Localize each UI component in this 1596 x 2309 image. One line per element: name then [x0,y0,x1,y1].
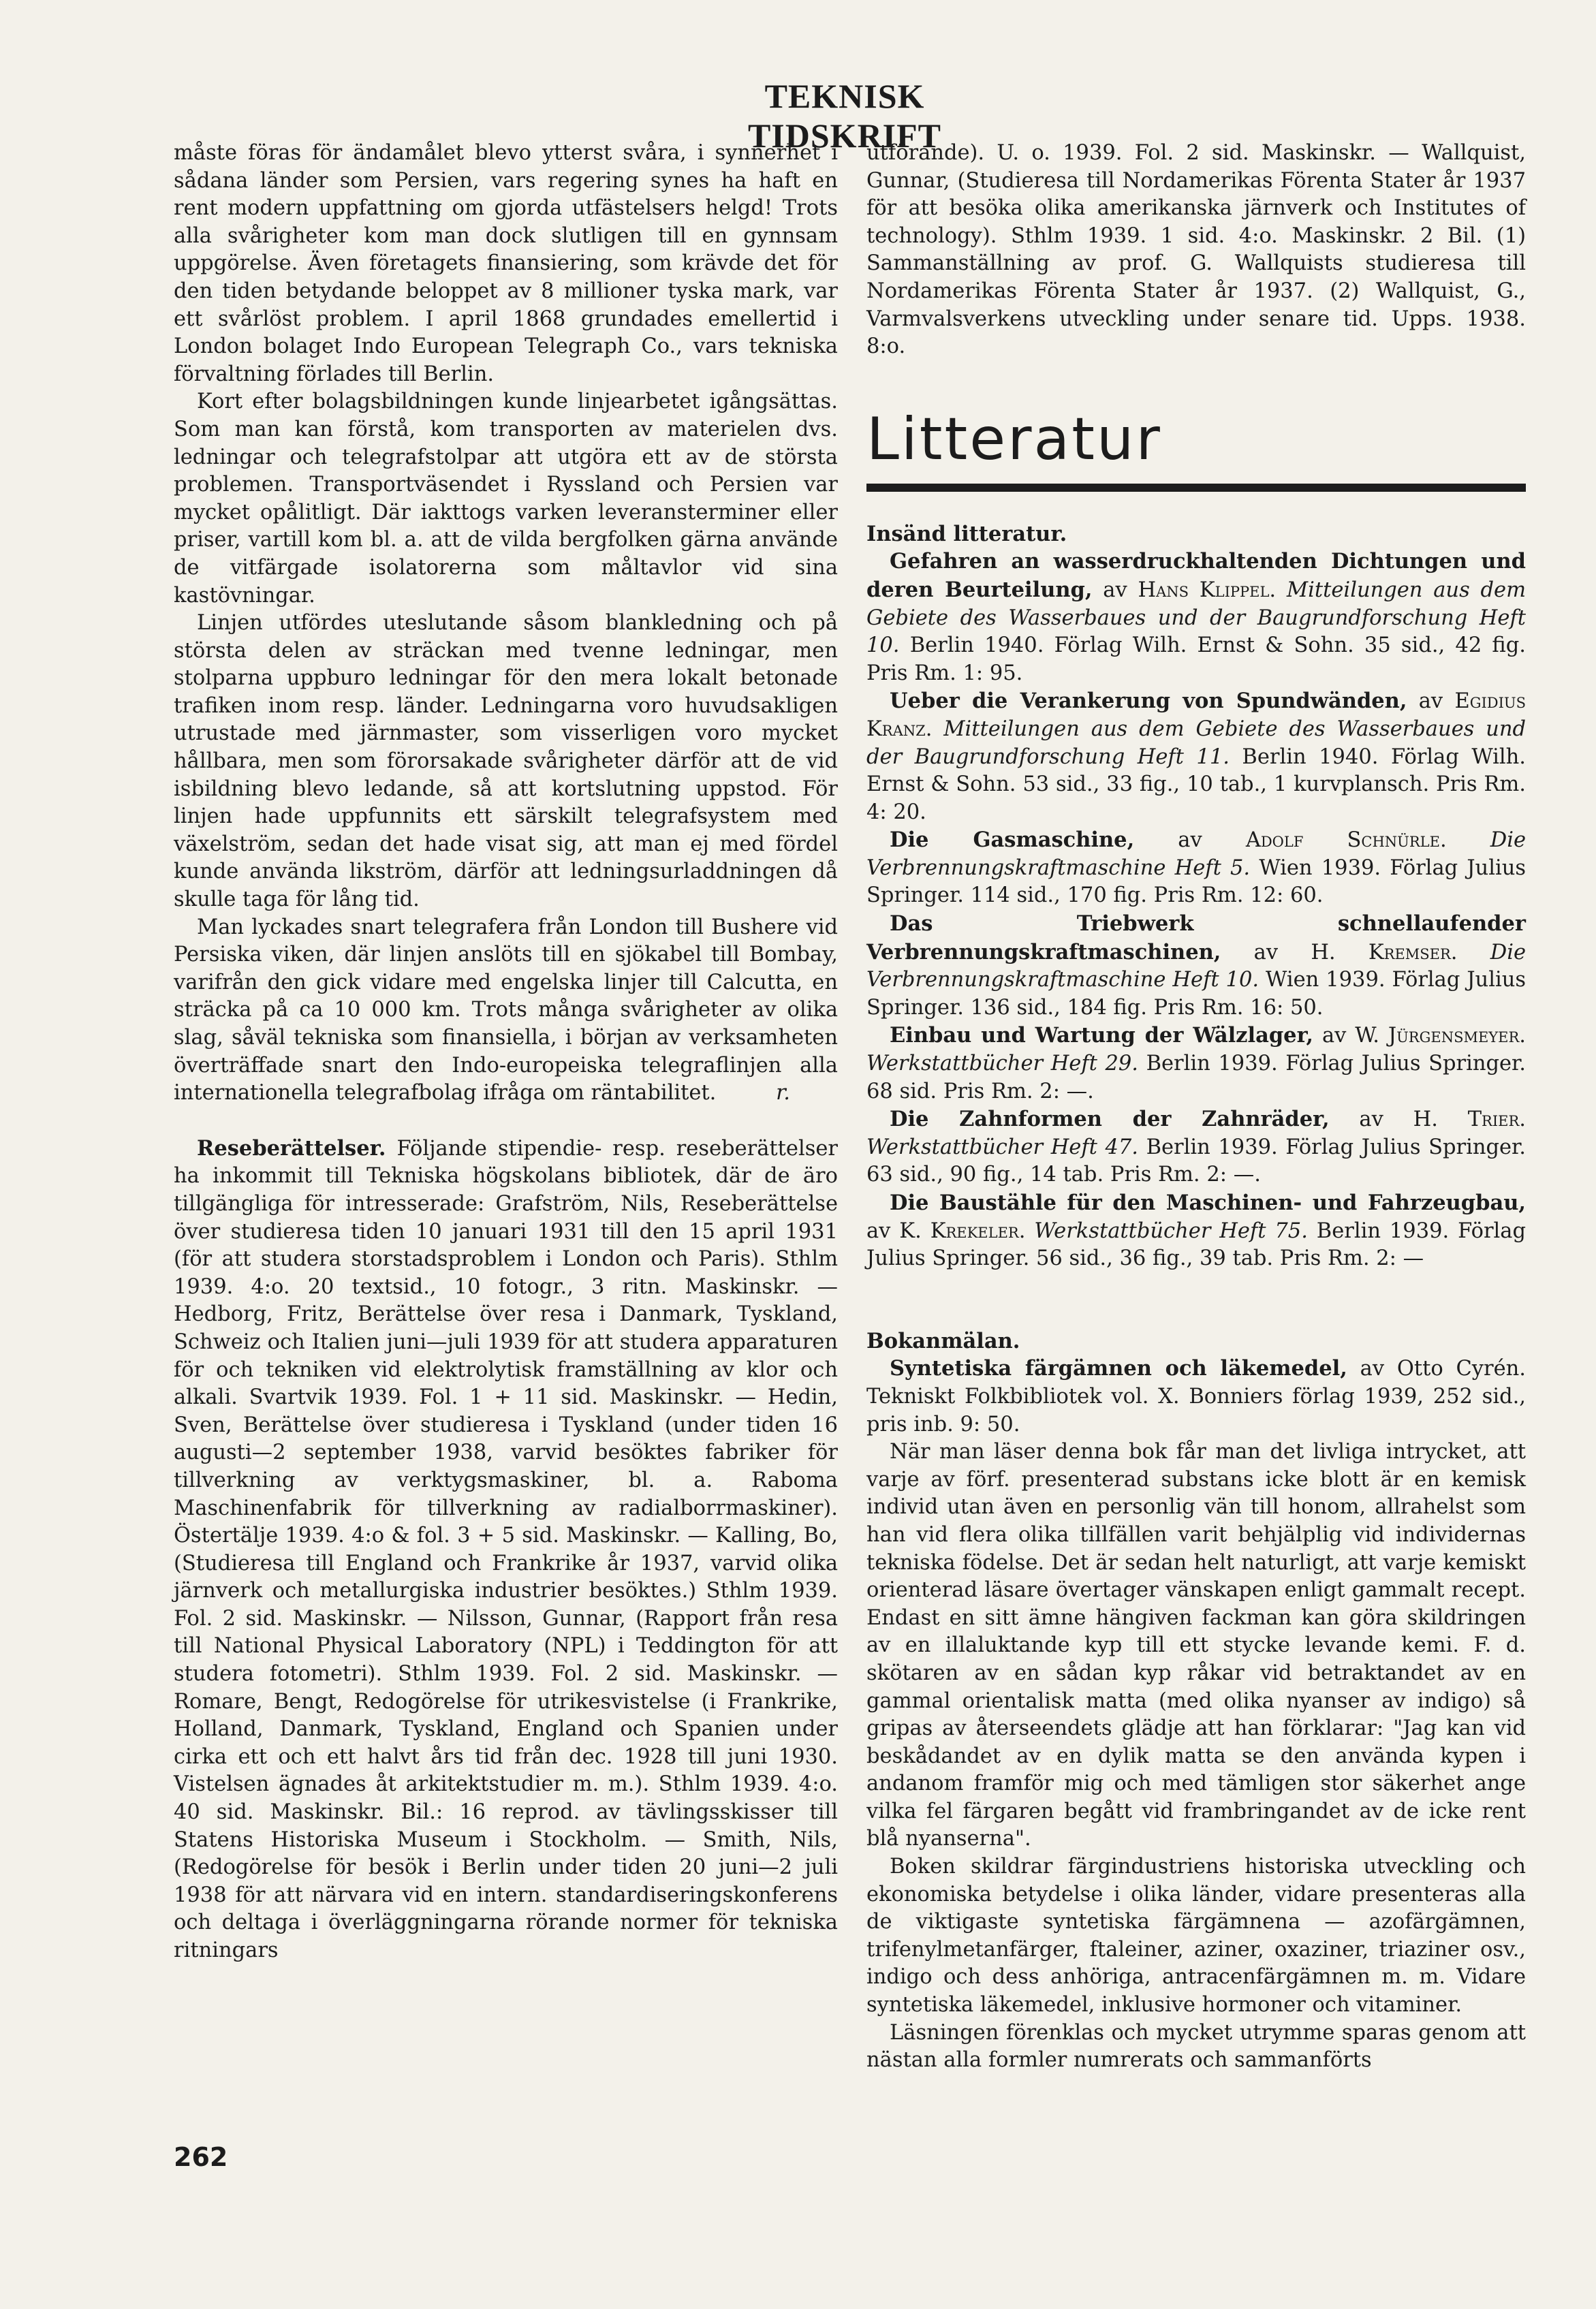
entry-by: av [1134,828,1246,853]
literature-entry [866,910,1526,1022]
entry-by: av [1407,689,1455,714]
reseberattelser-body: Följande stipendie- resp. reseberättelser ha inkommit till Tekniska högskolans bibliotek, där de äro tillgängliga för intresserade: Grafström, Nils, Reseberättelse över studieresa tiden 10 januari 1931 till den 15 april 1931 (för att studera storstadsproblem i London och Paris). Sthlm 1939. 4:o. 20 textsid., 10 fotogr., 3 ritn. Maskinskr. — Hedborg, Fritz, Berättelse över resa i Danmark, Tyskland, Schweiz och Italien juni—juli 1939 för att studera apparaturen för och tekniken vid elektrolytisk framställning av klor och alkali. Svartvik 1939. Fol. 1 + 11 sid. Maskinskr. — Hedin, Sven, Berättelse över studieresa i Tyskland (under tiden 16 augusti—2 september 1938, varvid besöktes fabriker för tillverkning av verktygsmaskiner, bl. a. Raboma Maschinenfabrik för tillverkning av radialborrmaskiner). Östertälje 1939. 4:o & fol. 3 + 5 sid. Maskinskr. — Kalling, Bo, (Studieresa till England och Frankrike år 1937, varvid olika järnverk och metallurgiska industrier besöktes.) Sthlm 1939. Fol. 2 sid. Maskinskr. — Nilsson, Gunnar, (Rapport från resa till National Physical Laboratory (NPL) i Teddington för att studera fotometri). Sthlm 1939. Fol. 2 sid. Maskinskr. — Romare, Bengt, Redogörelse för utrikesvistelse (i Frankrike, Holland, Danmark, Tyskland, England och Spanien under cirka ett och ett halvt års tid från dec. 1928 till juni 1930. Vistelsen ägnades åt arkitektstudier m. m.). Sthlm 1939. 4:o. 40 sid. Maskinskr. Bil.: 16 reprod. av tävlingsskisser till Statens Historiska Museum i Stockholm. — Smith, Nils, (Redogörelse för besök i Berlin under tiden 20 juni—2 juli 1938 för att närvara vid en intern. standardiseringskonferens och deltaga i överläggningarna rörande normer för tekniska ritningars [174,1136,838,1962]
entry-series: Die Verbrennungskraftmaschine Heft 10. [866,940,1526,992]
subhead-bokanmalan: Bokanmälan. [866,1328,1020,1353]
review-title: Syntetiska färgämnen och läkemedel, [890,1356,1347,1381]
section-rule [866,484,1526,492]
entry-title: Die Gasmaschine, [890,828,1135,853]
author-signature: r. [776,1081,790,1105]
entry-title: Gefahren an wasserdruckhaltenden Dichtungen und deren Beurteilung, [866,549,1526,602]
entry-title: Die Zahnformen der Zahnräder, [890,1107,1330,1132]
entry-by: av [1092,578,1138,602]
subhead-insand-litteratur: Insänd litteratur. [866,521,1067,546]
entry-title: Die Baustähle für den Maschinen- und Fahrzeugbau, [890,1191,1526,1215]
literature-entry [866,1105,1526,1189]
journal-masthead: TEKNISK TIDSKRIFT [747,77,942,155]
entry-details: Berlin 1939. Förlag Julius Springer. 68 sid. Pris Rm. 2: —. [866,1052,1526,1103]
reseberattelser-heading: Reseberättelser. [197,1135,386,1161]
entry-by: av W. [1313,1024,1388,1048]
entry-by: av H. [1329,1108,1468,1132]
paragraph: måste föras för ändamålet blevo ytterst svåra, i synnerhet i sådana länder som Persien, vars regering synes ha haft en rent modern uppfattning om gjorda utfästelsers helgd! Trots alla svårigheter kom man dock slutligen till en gynnsam uppgörelse. Även företagets finansiering, som krävde det för den tiden betydande beloppet av 8 millioner tyska mark, var ett svårlöst problem. I april 1868 grundades emellertid i London bolaget Indo European Telegraph Co., vars tekniska förvaltning förlades till Berlin. [174,141,838,386]
literature-list [866,548,1526,1272]
entry-details: Wien 1939. Förlag Julius Springer. 114 sid., 170 fig. Pris Rm. 12: 60. [866,855,1526,908]
paragraph: Man lyckades snart telegrafera från London till Bushere vid Persiska viken, där linjen anslöts till en sjökabel till Bombay, varifrån den gick vidare med engelska linjer till Calcutta, en sträcka på ca 10 000 km. Trots många svårigheter av olika slag, såväl tekniska som finansiella, i början av verksamheten överträffade snart den Indo-europeiska telegraflinjen alla internationella telegrafbolag ifråga om räntabilitet. [174,915,838,1105]
literature-entry [866,1189,1526,1273]
review-heading [866,1355,1526,1439]
reseberattelser-paragraph [174,1135,838,1965]
entry-by: av K. [866,1219,930,1243]
literature-entry [866,826,1526,910]
entry-by: av H. [1221,940,1368,964]
entry-title: Das Triebwerk schnellaufender Verbrennungskraftmaschinen, [866,911,1526,964]
paragraph: Kort efter bolagsbildningen kunde linjearbetet igångsättas. Som man kan förstå, kom transporten av materielen dvs. ledningar och telegrafstolpar att utgöra ett av de största problemen. Transportväsendet i Ryssland och Persien var mycket opålitligt. Där iakttogs varken leveransterminer eller priser, vartill kom bl. a. att de vilda bergfolken gärna använde de vitfärgade isolatorerna som måltavlor vid sina kastövningar. [174,390,838,608]
entry-series: Werkstattbücher Heft 47. [866,1135,1138,1159]
entry-author: Krekeler. [930,1219,1026,1243]
entry-details: Berlin 1939. Förlag Julius Springer. 63 sid., 90 fig., 14 tab. Pris Rm. 2: —. [866,1135,1526,1187]
entry-details: Wien 1939. Förlag Julius Springer. 136 sid., 184 fig. Pris Rm. 16: 50. [866,968,1526,1020]
entry-title: Ueber die Verankerung von Spundwänden, [890,689,1407,714]
entry-details: Berlin 1939. Förlag Julius Springer. 56 sid., 36 fig., 39 tab. Pris Rm. 2: — [866,1219,1526,1271]
entry-series: Die Verbrennungskraftmaschine Heft 5. [866,828,1526,880]
entry-series: Mitteilungen aus dem Gebiete des Wasserbaues und der Baugrundforschung Heft 10. [866,578,1527,658]
entry-author: Egidius Kranz. [866,689,1526,741]
literature-entry [866,687,1526,826]
entry-author: Hans Klippel. [1138,578,1277,602]
section-title-litteratur: Litteratur [866,405,1162,473]
entry-title: Einbau und Wartung der Wälzlager, [890,1023,1314,1048]
entry-details: Berlin 1940. Förlag Wilh. Ernst & Sohn. 53 sid., 33 fig., 10 tab., 1 kurvplansch. Pris Rm. 4: 20. [866,744,1527,824]
review-meta: av Otto Cyrén. Tekniskt Folkbibliotek vol. X. Bonniers förlag 1939, 252 sid., pris inb. 9: 50. [866,1357,1526,1436]
paragraph: Linjen utfördes uteslutande såsom blankledning och på största delen av sträckan med tvenne ledningar, men stolparna uppburo ledningar för den mera lokalt betonade trafiken inom resp. länder. Ledningarna voro huvudsakligen utrustade med järnmaster, som visserligen voro mycket hållbara, men som förorsakade svårigheter därför att de vid isbildning blevo ledande, så att kortslutning uppstod. För linjen hade uppfunnits ett särskilt telegrafsystem med växelström, sedan det hade visat sig, att man ej med fördel kunde använda likström, därför att ledningsurladdningen då skulle taga för lång tid. [174,611,838,912]
entry-series: Werkstattbücher Heft 75. [1025,1219,1308,1243]
review-paragraph: När man läser denna bok får man det livliga intrycket, att varje av förf. presenterad substans icke blott är en kemisk individ utan även en personlig vän till honom, allrahelst som han vid flera olika tillfällen varit behjälplig vid individernas tekniska födelse. Det är sedan helt naturligt, att varje kemiskt orienterad läsare övertager vänskapen enligt gammalt recept. Endast en sitt ämne hängiven fackman kan göra skildringen av en illaluktande kyp till ett stycke levande kemi. F. d. skötaren av en sådan kyp råkar vid betraktandet av en gammal orientalisk matta (med olika nyanser av indigo) så gripas av återseendets glädje att han förklarar: "Jag kan vid beskådandet av en dylik matta se den använda kypen i andanom framför mig och med tämligen stor säkerhet ange vilka fel färgaren begått vid frambringandet av de icke rent blå nyanserna". [866,1440,1526,1851]
literature-entry [866,1022,1526,1105]
entry-series: Werkstattbücher Heft 29. [866,1052,1138,1076]
page-number: 262 [174,2142,228,2172]
entry-author: Jürgensmeyer. [1388,1024,1526,1048]
entry-author: Kremser. [1368,940,1458,964]
entry-author: Adolf Schnürle. [1245,828,1447,853]
review-paragraph: Läsningen förenklas och mycket utrymme sparas genom att nästan alla formler numrerats och sammanförts [866,2020,1526,2073]
left-column [174,140,838,1965]
review-paragraph: Boken skildrar färgindustriens historiska utveckling och ekonomiska betydelse i olika länder, vidare presenteras alla de viktigaste syntetiska färgämnena — azofärgämnen, trifenylmetanfärger, ftaleiner, aziner, oxaziner, triaziner osv., indigo och dess anhöriga, antracenfärgämnen m. m. Vidare syntetiska läkemedel, inklusive hormoner och vitaminer. [866,1855,1526,2017]
literature-entry [866,548,1526,687]
right-column [866,140,1526,2075]
entry-details: Berlin 1940. Förlag Wilh. Ernst & Sohn. 35 sid., 42 fig. Pris Rm. 1: 95. [866,633,1526,685]
entry-series: Mitteilungen aus dem Gebiete des Wasserbaues und der Baugrundforschung Heft 11. [866,717,1526,769]
entry-author: Trier. [1467,1108,1526,1132]
paragraph-continued: utförande). U. o. 1939. Fol. 2 sid. Maskinskr. — Wallquist, Gunnar, (Studieresa till Nordamerikas Förenta Stater år 1937 för att besöka olika amerikanska järnverk och Institutes of technology). Sthlm 1939. 1 sid. 4:o. Maskinskr. 2 Bil. (1) Sammanställning av prof. G. Wallquists studieresa till Nordamerikas Förenta Stater år 1937. (2) Wallquist, G., Varmvalsverkens utveckling under senare tid. Upps. 1938. 8:o. [866,141,1526,359]
